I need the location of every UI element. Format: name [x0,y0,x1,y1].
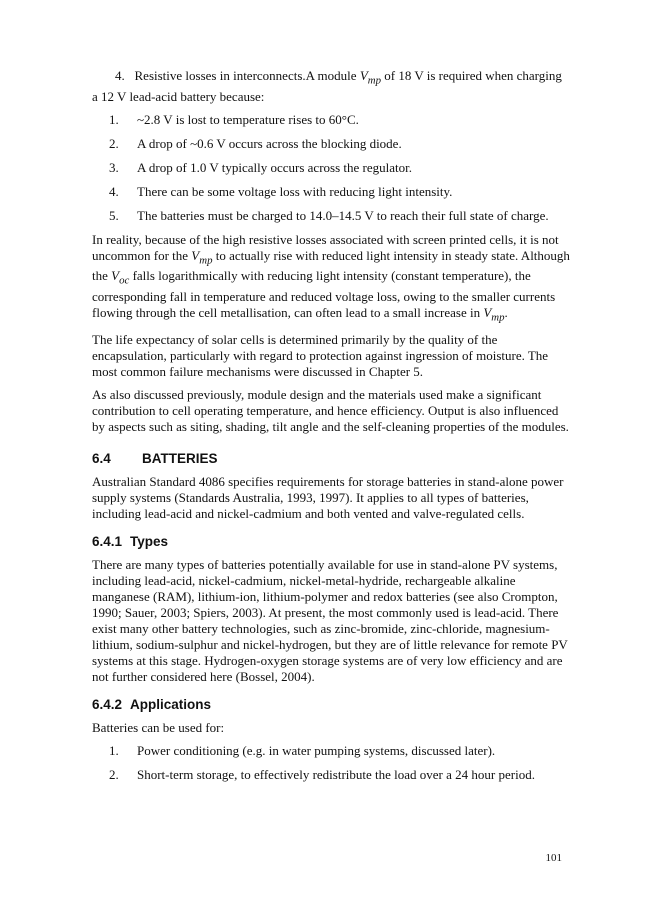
list-item: 3. A drop of 1.0 V typically occurs across the regulator. [109,159,412,175]
list-item: 4. There can be some voltage loss with reducing light intensity. [109,183,453,199]
voltage-reasons-list [92,112,570,224]
subsection-heading-types: 6.4.1 Types [92,534,169,550]
paragraph-reality: In reality, because of the high resistive losses associated with screen printed cells, it is not uncommon for the $V_{mp}$ to actually rise with reduced light intensity in steady state. Although the $V_{oc}$ falls logarithmically with reducing light intensity (constant temperature), the corresponding fall in temperature and reduced voltage loss, owing to the smaller currents flowing through the cell metallisation, can often lead to a small increase in $V_{mp}$. [92,231,570,324]
list-item: 1. Power conditioning (e.g. in water pumping systems, discussed later). [109,743,496,759]
paragraph-applications-intro: Batteries can be used for: [92,720,225,736]
applications-list [92,743,570,783]
section-heading: 6.4 BATTERIES [92,451,218,467]
paragraph-types: There are many types of batteries potentially available for use in stand-alone PV systems, including lead-acid, nickel-cadmium, nickel-metal-hydride, rechargeable alkaline manganese (RAM), lithium-ion, lithium-polymer and redox batteries (see also Crompton, 1990; Sauer, 2003; Spiers, 2003). At present, the most commonly used is lead-acid. There exist many other battery technologies, such as zinc-bromide, zinc-chloride, magnesium-lithium, sodium-sulphur and nickel-hydrogen, but they are of little relevance for remote PV systems at this stage. Hydrogen-oxygen storage systems are of very low efficiency and are not further considered here (Bossel, 2004). [92,557,568,685]
paragraph-standard: Australian Standard 4086 specifies requirements for storage batteries in stand-alone power supply systems (Standards Australia, 1993, 1997). It applies to all types of batteries, including lead-acid and nickel-cadmium and both vented and valve-regulated cells. [92,474,564,522]
list-item: 5. The batteries must be charged to 14.0–14.5 V to reach their full state of charge. [109,207,549,223]
list-item: 2. Short-term storage, to effectively redistribute the load over a 24 hour period. [109,767,535,783]
list-item: 2. A drop of ~0.6 V occurs across the blocking diode. [109,135,402,151]
page-number: 101 [545,852,562,864]
paragraph-module-design: As also discussed previously, module design and the materials used make a significant contribution to cell operating temperature, and hence efficiency. Output is also influenced by aspects such as siting, shading, tilt angle and the self-cleaning properties of the modules. [92,387,569,435]
list-item: 1. ~2.8 V is lost to temperature rises to 60°C. [109,111,359,127]
resistive-losses-item: 4. Resistive losses in interconnects.A module $V_{mp}$ of 18 V is required when charging a 12 V lead-acid battery because: [92,68,562,104]
paragraph-life-expectancy: The life expectancy of solar cells is determined primarily by the quality of the encapsulation, particularly with regard to protection against ingression of moisture. The most common failure mechanisms were discussed in Chapter 5. [92,332,549,380]
page-content [92,68,570,791]
subsection-heading-applications: 6.4.2 Applications [92,697,212,713]
